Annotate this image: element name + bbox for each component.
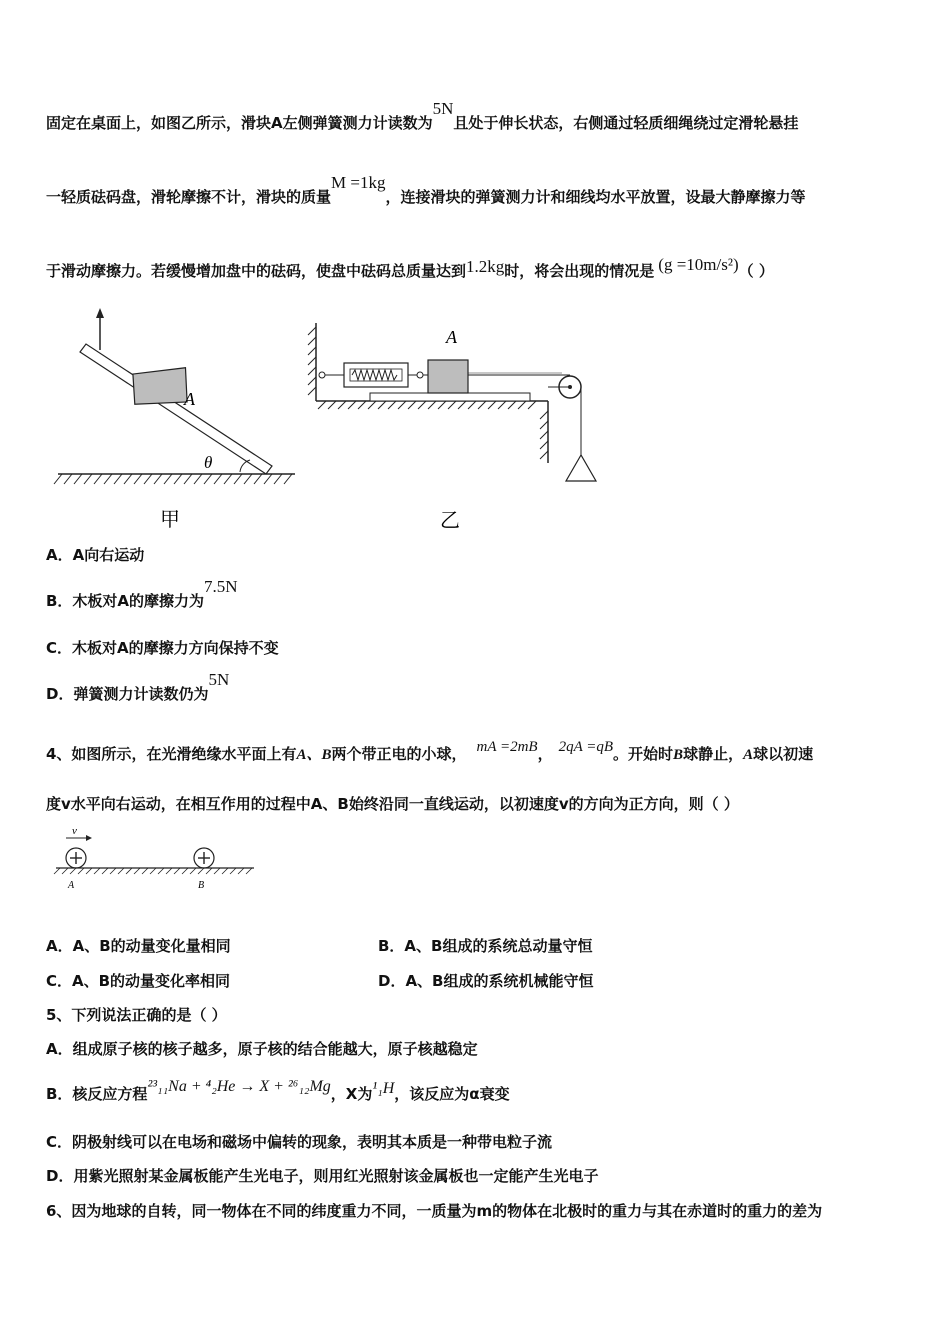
q3-option-a-text: A．A向右运动 [46, 546, 145, 564]
figure-jia [50, 300, 310, 540]
q4-line2-text: 度v水平向右运动，在相互作用的过程中A、B始终沿同一直线运动，以初速度v的方向为正方向，则（ ） [46, 795, 739, 813]
fig-jia-caption: 甲 [160, 507, 180, 531]
q5-option-b-text-c: ，该反应为α衰变 [394, 1085, 510, 1103]
q4-charge-relation: 2qA =qB [558, 739, 614, 755]
fig-yi-label-a: A [446, 327, 457, 347]
q4-option-b-text: B．A、B组成的系统总动量守恒 [378, 937, 593, 955]
figure-q4 [50, 822, 260, 892]
q3-reading-5n: 5N [432, 99, 454, 118]
q4-line1-a-ball: A [743, 747, 754, 763]
q3-option-d-math: 5N [208, 670, 230, 689]
q3-line3-text-a: 于滑动摩擦力。若缓慢增加盘中的砝码，使盘中砝码总质量达到 [46, 262, 467, 280]
figure-yi [300, 315, 620, 540]
q3-line2-text-b: ，连接滑块的弹簧测力计和细线均水平放置，设最大静摩擦力等 [385, 188, 806, 206]
q4-option-c-text: C．A、B的动量变化率相同 [46, 972, 231, 990]
q3-line2 [46, 173, 806, 207]
q5-option-b-text-a: B．核反应方程 [46, 1085, 148, 1103]
q5-option-b-text-b: ，X为 [330, 1085, 373, 1103]
q5-option-c [46, 1131, 552, 1152]
q4-line1-text-e: 球以初速 [753, 745, 814, 763]
q5-option-d [46, 1165, 598, 1186]
q4-option-a [46, 935, 231, 956]
q4-option-a-text: A．A、B的动量变化量相同 [46, 937, 231, 955]
q3-mass-math: M =1kg [331, 173, 386, 192]
q4-line1-text-c: 。开始时 [613, 745, 674, 763]
fig-jia-label-theta: θ [204, 453, 213, 472]
q5-option-b [46, 1078, 510, 1104]
q3-line1-text-a: 固定在桌面上，如图乙所示，滑块A左侧弹簧测力计读数为 [46, 114, 433, 132]
fig-yi-caption: 乙 [440, 508, 460, 532]
q3-option-b [46, 577, 238, 611]
q3-line2-text-a: 一轻质砝码盘，滑轮摩擦不计，滑块的质量 [46, 188, 332, 206]
q5-option-d-text: D．用紫光照射某金属板能产生光电子，则用红光照射该金属板也一定能产生光电子 [46, 1167, 599, 1185]
q4-option-d [378, 970, 594, 991]
q3-option-d [46, 670, 230, 704]
q4-comma: ， [537, 745, 553, 763]
q3-line3-text-b: 时，将会出现的情况是 [504, 262, 655, 280]
q6-stem [46, 1200, 822, 1221]
fig-q4-v-label: v [72, 825, 77, 837]
q5-option-a-text: A．组成原子核的核子越多，原子核的结合能越大，原子核越稳定 [46, 1040, 478, 1058]
q4-option-d-text: D．A、B组成的系统机械能守恒 [378, 972, 594, 990]
fig-q4-a-label: A [68, 880, 75, 891]
q3-option-b-math: 7.5N [204, 577, 238, 596]
q3-bracket: （ ） [738, 262, 774, 280]
fig-jia-label-a: A [184, 389, 195, 409]
q3-option-a [46, 544, 144, 565]
q4-line1-ab: A、B [296, 747, 332, 763]
q3-line3 [46, 255, 774, 281]
q4-line1-text-d: 球静止， [683, 745, 744, 763]
q5-stem-text: 5、下列说法正确的是（ ） [46, 1006, 227, 1024]
q5-nuclear-equation: ²³₁₁Na + ⁴₂He → X + ²⁶₁₂Mg [147, 1078, 331, 1095]
q3-option-c-text: C．木板对A的摩擦力方向保持不变 [46, 639, 279, 657]
q5-option-a [46, 1038, 478, 1059]
q5-stem [46, 1004, 227, 1025]
q3-mass-1.2kg: 1.2kg [466, 257, 505, 276]
q4-line1-b-ball: B [673, 747, 684, 763]
q4-line1 [46, 739, 814, 764]
q3-option-b-text: B．木板对A的摩擦力为 [46, 592, 205, 610]
q4-option-c [46, 970, 230, 991]
q6-stem-text: 6、因为地球的自转，同一物体在不同的纬度重力不同，一质量为m的物体在北极时的重力与其在赤道时的重力的差为 [46, 1202, 823, 1220]
q5-option-c-text: C．阴极射线可以在电场和磁场中偏转的现象，表明其本质是一种带电粒子流 [46, 1133, 553, 1151]
q4-line2 [46, 793, 739, 814]
q3-line1-text-b: 且处于伸长状态，右侧通过轻质细绳绕过定滑轮悬挂 [453, 114, 799, 132]
q3-option-c [46, 637, 279, 658]
fig-q4-b-label: B [198, 880, 205, 891]
q3-line1 [46, 99, 799, 133]
q4-option-b [378, 935, 592, 956]
q3-option-d-text: D．弹簧测力计读数仍为 [46, 685, 209, 703]
q4-mass-relation: mA =2mB [476, 739, 538, 755]
q5-proton-symbol: ¹₁H [372, 1080, 395, 1097]
q3-gravity-math: (g =10m/s²) [658, 255, 739, 274]
q4-line1-text-a: 4、如图所示，在光滑绝缘水平面上有 [46, 745, 297, 763]
q4-line1-text-b: 两个带正电的小球， [331, 745, 467, 763]
